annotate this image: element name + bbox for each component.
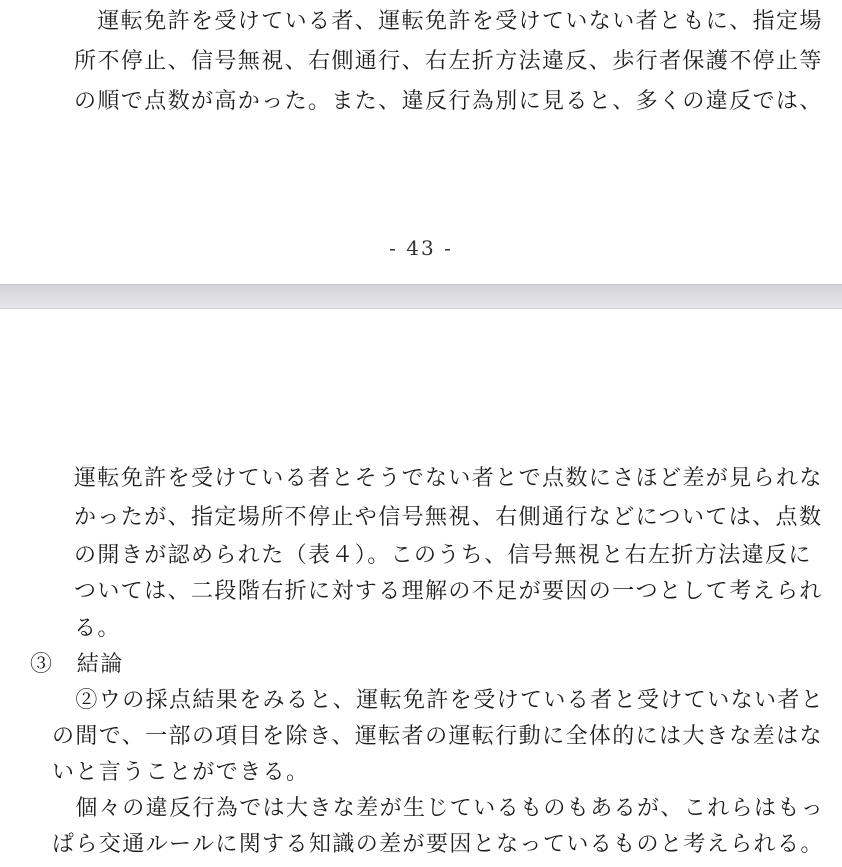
- body-text-line: る。: [74, 616, 121, 641]
- body-text-line: の開きが認められた（表４）。このうち、信号無視と右左折方法違反に: [74, 543, 812, 568]
- body-text-line: 運転免許を受けている者とそうでない者とで点数にさほど差が見られな: [74, 466, 823, 491]
- section-heading: ③ 結論: [30, 652, 124, 677]
- document-page-lower: [0, 309, 842, 867]
- body-text-line: いと言うことができる。: [52, 760, 310, 785]
- body-text-line: ついては、二段階右折に対する理解の不足が要因の一つとして考えられ: [74, 579, 823, 604]
- body-text-line: の順で点数が高かった。また、違反行為別に見ると、多くの違反では、: [74, 89, 823, 114]
- body-text-line: の間で、一部の項目を除き、運転者の運転行動に全体的には大きな差はな: [52, 724, 823, 749]
- page-separator: [0, 284, 842, 309]
- body-text-line: ②ウの採点結果をみると、運転免許を受けている者と受けていない者と: [52, 688, 825, 713]
- body-text-line: 個々の違反行為では大きな差が生じているものもあるが、これらはもっ: [52, 796, 825, 821]
- document-page-upper: [0, 0, 842, 284]
- body-text-line: かったが、指定場所不停止や信号無視、右側通行などについては、点数: [74, 505, 823, 530]
- body-text-line: 運転免許を受けている者、運転免許を受けていない者ともに、指定場: [74, 9, 823, 34]
- body-text-line: 所不停止、信号無視、右側通行、右左折方法違反、歩行者保護不停止等: [74, 49, 823, 74]
- body-text-line: ぱら交通ルールに関する知識の差が要因となっているものと考えられる。: [52, 832, 824, 857]
- page-number: - 43 -: [389, 236, 453, 260]
